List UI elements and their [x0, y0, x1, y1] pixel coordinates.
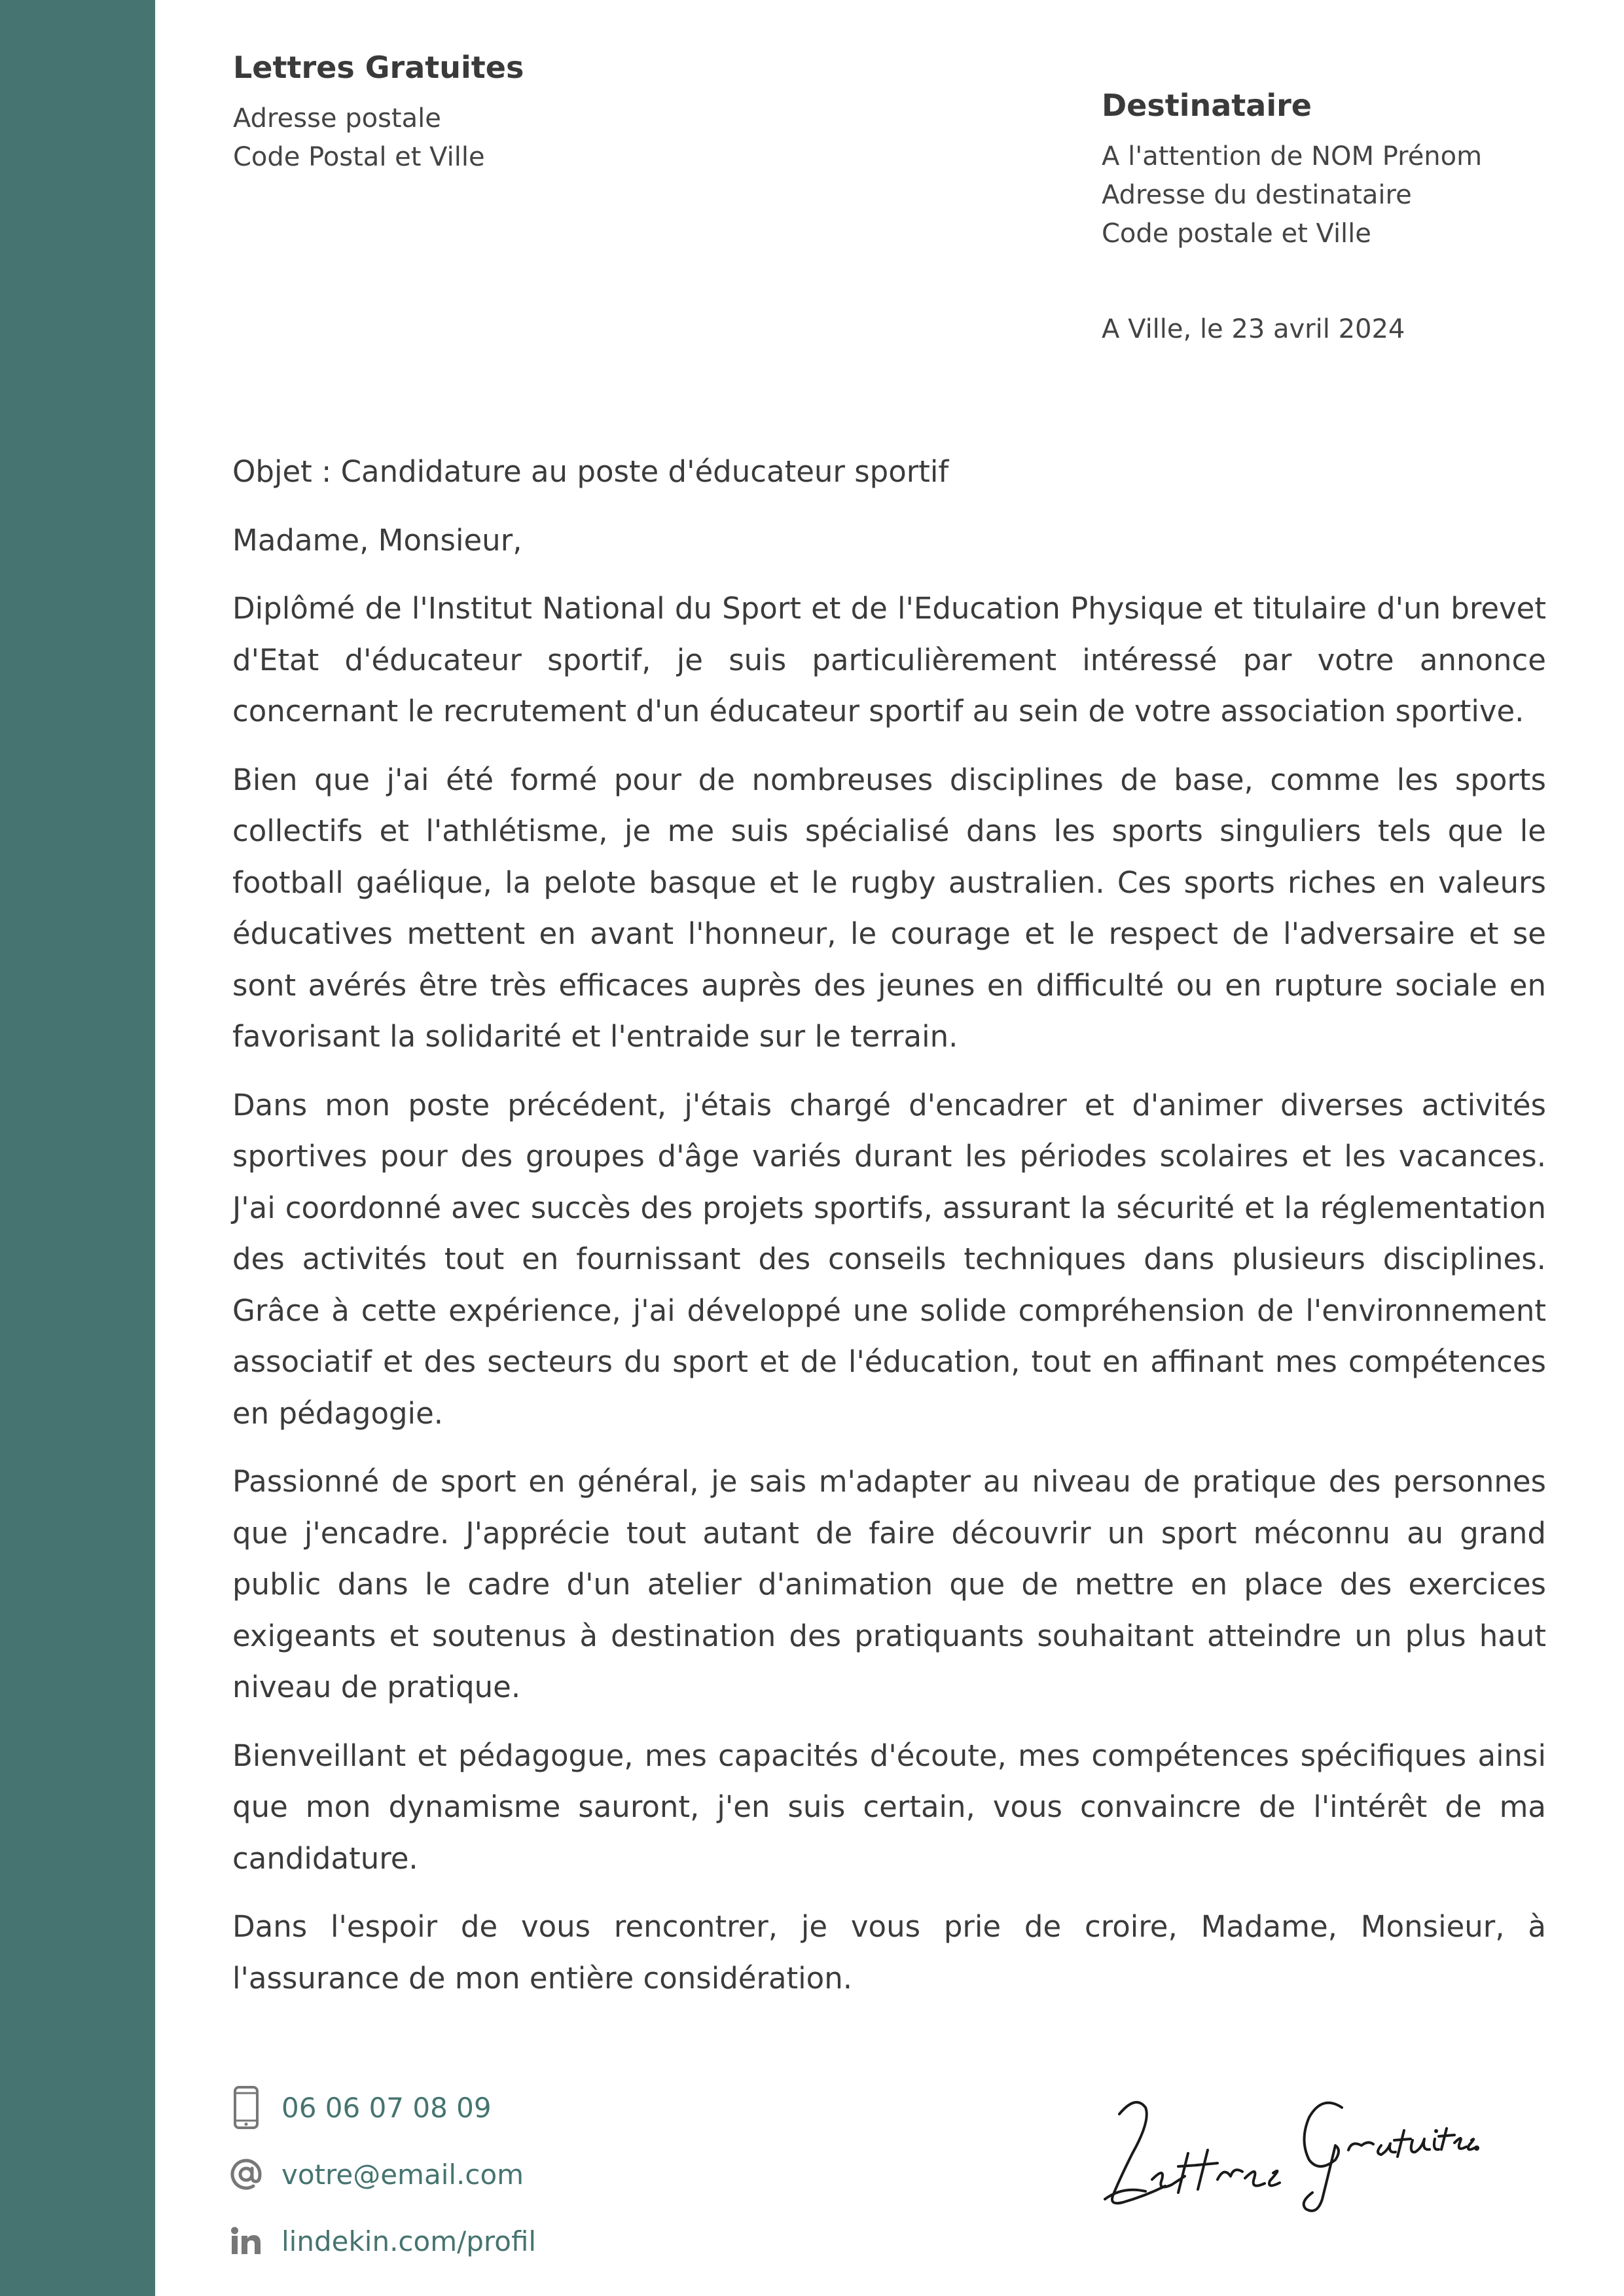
recipient-city: Code postale et Ville	[1102, 219, 1371, 249]
letter-paragraph: Diplômé de l'Institut National du Sport et de l'Education Physique et titulaire d'un brevet d'Etat d'éducateur sportif, je suis particulièrement intéressé par votre annonce concernant le recrutement d'un éducateur sportif au sein de votre association sportive.	[232, 591, 1546, 728]
handwritten-signature	[1074, 2068, 1479, 2225]
recipient-address: Adresse du destinataire	[1102, 180, 1412, 210]
letter-paragraph: Bienveillant et pédagogue, mes capacités d'écoute, mes compétences spécifiques ainsi que mon dynamisme sauront, j'en suis certain, vous convaincre de l'intérêt de ma candidature.	[232, 1738, 1546, 1876]
contact-linkedin-row	[230, 2215, 820, 2267]
sender-address: Adresse postale	[233, 103, 441, 134]
recipient-title: Destinataire	[1102, 88, 1312, 123]
sender-block	[233, 45, 822, 177]
letter-paragraph: Dans l'espoir de vous rencontrer, je vous prie de croire, Madame, Monsieur, à l'assurance de mon entière considération.	[232, 1909, 1546, 1996]
sender-name: Lettres Gratuites	[233, 50, 524, 85]
contact-phone[interactable]: 06 06 07 08 09	[281, 2091, 492, 2124]
letter-body	[232, 446, 1546, 2021]
letter-date: A Ville, le 23 avril 2024	[1102, 314, 1405, 344]
linkedin-icon	[230, 2218, 262, 2264]
letter-paragraph: Dans mon poste précédent, j'étais chargé d'encadrer et d'animer diverses activités sportives pour des groupes d'âge variés durant les périodes scolaires et les vacances. J'ai coordonné avec succès des projets sportifs, assurant la sécurité et la réglementation des activités tout en fournissant des conseils techniques dans plusieurs disciplines. Grâce à cette expérience, j'ai développé une solide compréhension de l'environnement associatif et des secteurs du sport et de l'éducation, tout en affinant mes compétences en pédagogie.	[232, 1087, 1546, 1431]
letter-subject: Objet : Candidature au poste d'éducateur sportif	[232, 454, 949, 489]
recipient-block	[1102, 82, 1599, 253]
sender-city: Code Postal et Ville	[233, 142, 485, 172]
contact-linkedin[interactable]: lindekin.com/profil	[281, 2225, 537, 2257]
contact-email[interactable]: votre@email.com	[281, 2158, 524, 2191]
phone-icon	[230, 2085, 262, 2130]
sidebar-band	[0, 0, 155, 2296]
letter-paragraph: Bien que j'ai été formé pour de nombreuses disciplines de base, comme les sports collectifs et l'athlétisme, je me suis spécialisé dans les sports singuliers tels que le football gaélique, la pelote basque et le rugby australien. Ces sports riches en valeurs éducatives mettent en avant l'honneur, le courage et le respect de l'adversaire et se sont avérés être très efficaces auprès des jeunes en difficulté ou en rupture sociale en favorisant la solidarité et l'entraide sur le terrain.	[232, 762, 1546, 1054]
recipient-attention: A l'attention de NOM Prénom	[1102, 141, 1483, 171]
contact-list	[230, 2081, 820, 2282]
contact-phone-row	[230, 2081, 820, 2134]
contact-email-row	[230, 2148, 820, 2200]
letter-paragraph: Passionné de sport en général, je sais m'adapter au niveau de pratique des personnes que j'encadre. J'apprécie tout autant de faire découvrir un sport méconnu au grand public dans le cadre d'un atelier d'animation que de mettre en place des exercices exigeants et soutenus à destination des pratiquants souhaitant atteindre un plus haut niveau de pratique.	[232, 1464, 1546, 1704]
letter-greeting: Madame, Monsieur,	[232, 522, 522, 558]
at-sign-icon	[230, 2151, 262, 2197]
